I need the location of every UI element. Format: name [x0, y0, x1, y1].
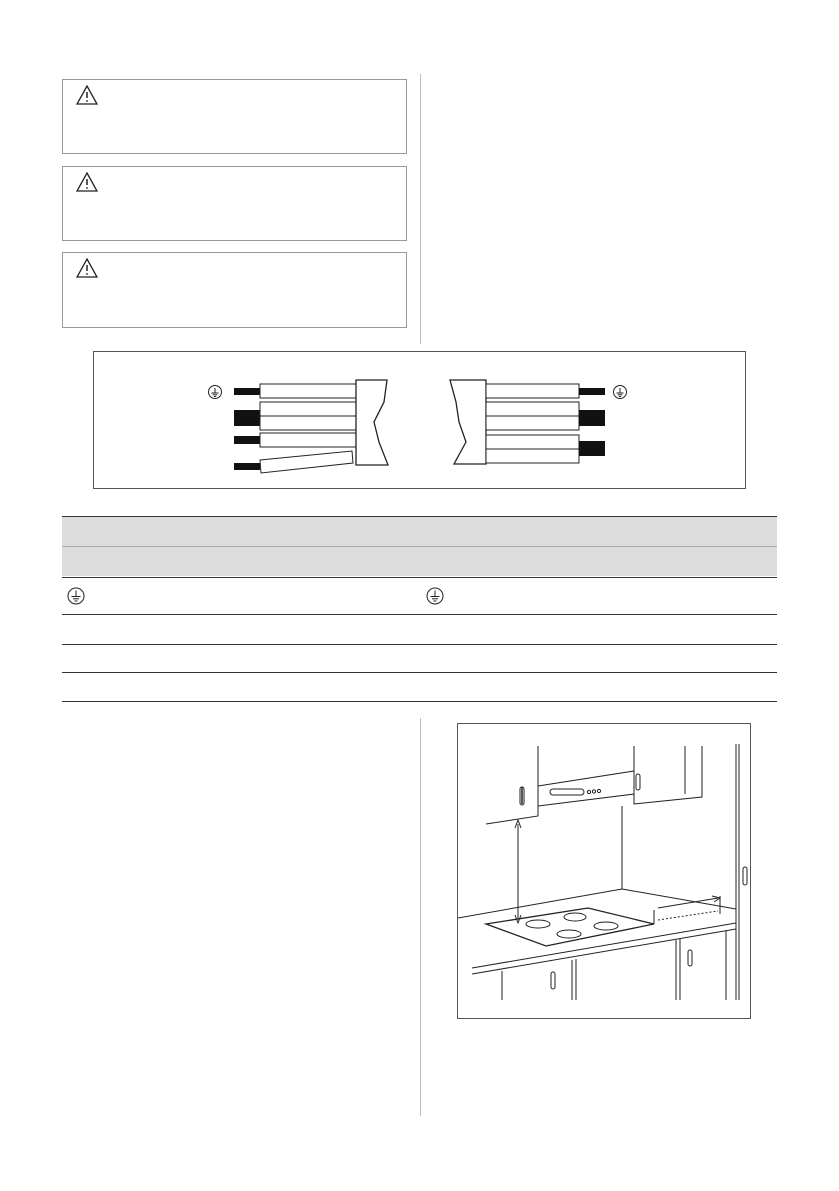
table-bottom-rule: [62, 701, 777, 702]
wiring-diagram-drawing: [94, 352, 745, 488]
wiring-diagram: [93, 351, 746, 489]
warning-box-2: [62, 166, 407, 241]
column-divider-top: [420, 74, 421, 344]
warning-box-1: [62, 79, 407, 154]
table-row: [62, 578, 777, 614]
column-divider-bottom: [420, 718, 421, 1116]
table-row: [62, 615, 777, 644]
table-row: [62, 673, 777, 701]
earth-ground-icon: [425, 586, 445, 611]
earth-ground-icon: [66, 586, 86, 611]
table-row: [62, 645, 777, 672]
earth-ground-icon: [209, 386, 222, 399]
warning-triangle-icon: [76, 85, 98, 110]
warning-triangle-icon: [76, 258, 98, 283]
earth-ground-icon: [614, 386, 627, 399]
installation-figure: [457, 723, 751, 1019]
table-subheader-row: [62, 547, 777, 576]
warning-triangle-icon: [76, 172, 98, 197]
hob-hood-illustration: [458, 724, 750, 1018]
table-header-row: [62, 517, 777, 546]
warning-box-3: [62, 252, 407, 328]
